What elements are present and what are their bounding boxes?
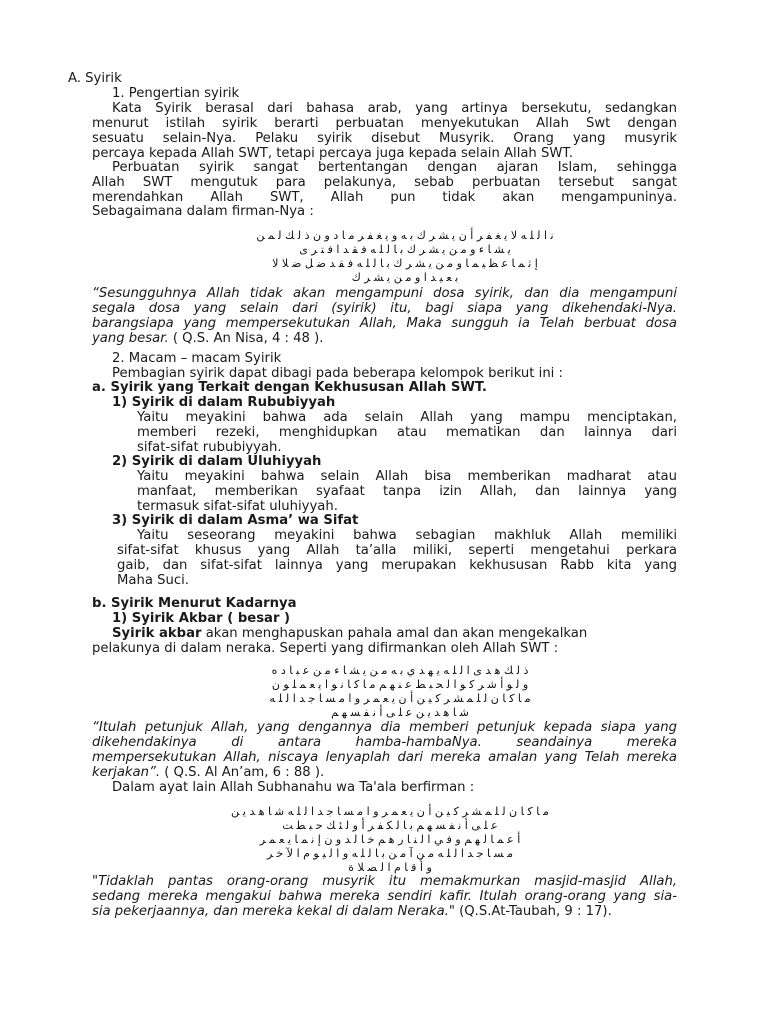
paragraph-line: menurut istilah syirik berarti perbuatan menyekutukan Allah Swt dengan xyxy=(92,116,677,131)
heading-rububiyyah: 1) Syirik di dalam Rububiyyah xyxy=(112,395,336,410)
translation-end: sia pekerjaannya, dan mereka kekal di dalam Neraka." xyxy=(92,904,455,919)
paragraph-line: Allah SWT mengutuk para pelakunya, sebab perbuatan tersebut sangat xyxy=(92,175,677,190)
translation-end: yang besar. xyxy=(92,331,169,346)
paragraph-line: termasuk sifat-sifat uluhiyyah. xyxy=(137,499,338,514)
arabic-verse-line: ﺷ ﺎ ﻫ ﺪ ﻳ ﻦ ﻋ ﻠ ﻰ ﺃ ﻧ ﻔ ﺴ ﻬ ﻢ xyxy=(331,706,469,719)
paragraph-line: memberi rezeki, menghidupkan atau mematikan dan lainnya dari xyxy=(137,425,677,440)
arabic-verse-line: ﻭ ﻟ ﻮ ﺃ ﺷ ﺮ ﻛ ﻮ ﺍ ﻟ ﺤ ﺒ ﻂ ﻋ ﻨ ﻬ ﻢ ﻣ ﺎ ﻛ ﺎ ﻧ ﻮ ﺍ ﻳ ﻌ ﻤ ﻠ ﻮ ﻥ xyxy=(271,678,529,691)
arabic-verse-line: ﻣ ﺴ ﺎ ﺟ ﺪ ﺍ ﻟ ﻠ ﻪ ﻣ ﻦ ﺁ ﻣ ﻦ ﺑ ﺎ ﻟ ﻠ ﻪ ﻭ ﺍ ﻟ ﻴ ﻮ ﻡ ﺍ ﻵ ﺧ ﺮ xyxy=(266,847,514,860)
translation-line: “Sesungguhnya Allah tidak akan mengampuni dosa syirik, dan dia mengampuni xyxy=(92,286,677,301)
translation-line: dikehendakinya di antara hamba-hambaNya. seandainya mereka xyxy=(92,735,677,750)
paragraph-line: sifat-sifat khusus yang Allah ta’alla miliki, seperti mengetahui perkara xyxy=(117,543,677,558)
heading-asma-wa-sifat: 3) Syirik di dalam Asma’ wa Sifat xyxy=(112,513,359,528)
paragraph-text: akan menghapuskan pahala amal dan akan mengekalkan xyxy=(201,626,588,641)
term-syirik-akbar: Syirik akbar xyxy=(112,626,202,641)
verse-reference: ( Q.S. Al An’am, 6 : 88 ). xyxy=(160,765,325,780)
paragraph-line: Sebagaimana dalam firman-Nya : xyxy=(92,204,314,219)
paragraph-line: Yaitu meyakini bahwa selain Allah bisa memberikan madharat atau xyxy=(137,469,677,484)
translation-line: sedang mereka mengakui bahwa mereka sendiri kafir. Itulah orang-orang yang sia- xyxy=(92,889,677,904)
translation-line: "Tidaklah pantas orang-orang musyrik itu memakmurkan masjid-masjid Allah, xyxy=(92,874,677,889)
arabic-verse-line: ﻳ ﺸ ﺎ ﺀ ﻭ ﻣ ﻦ ﻳ ﺸ ﺮ ﻙ ﺑ ﺎ ﻟ ﻠ ﻪ ﻓ ﻘ ﺪ ﺍ ﻓ ﺘ ﺮ ﻯ xyxy=(299,243,511,256)
arabic-verse-line: ﻭ ﺃ ﻗ ﺎ ﻡ ﺍ ﻟ ﺼ ﻼ ﺓ xyxy=(348,861,432,874)
arabic-verse-line: ﺃ ﻋ ﻤ ﺎ ﻟ ﻬ ﻢ ﻭ ﻓ ﻲ ﺍ ﻟ ﻨ ﺎ ﺭ ﻫ ﻢ ﺧ ﺎ ﻟ ﺪ ﻭ ﻥ ﺇ ﻧ ﻤ ﺎ ﻳ ﻌ ﻤ ﺮ xyxy=(259,833,521,846)
paragraph-line: percaya kepada Allah SWT, tetapi percaya juga kepada selain Allah SWT. xyxy=(92,146,574,161)
translation-line: mempersekutukan Allah, niscaya lenyaplah dari mereka amalan yang Telah mereka xyxy=(92,750,677,765)
verse-reference: (Q.S.At-Taubah, 9 : 17). xyxy=(454,904,612,919)
paragraph-line: sifat-sifat rububiyyah. xyxy=(137,440,282,455)
translation-line xyxy=(92,765,324,780)
paragraph-line: Yaitu meyakini bahwa ada selain Allah yang mampu menciptakan, xyxy=(137,410,677,425)
paragraph-line: pelakunya di dalam neraka. Seperti yang difirmankan oleh Allah SWT : xyxy=(92,641,559,656)
heading-pengertian-syirik: 1. Pengertian syirik xyxy=(112,86,240,101)
translation-line: barangsiapa yang mempersekutukan Allah, Maka sungguh ia Telah berbuat dosa xyxy=(92,316,677,331)
translation-line: segala dosa yang selain dari (syirik) itu, bagi siapa yang dikehendaki-Nya. xyxy=(92,301,677,316)
arabic-verse-line: ﻣ ﺎ ﻛ ﺎ ﻥ ﻟ ﻠ ﻤ ﺸ ﺮ ﻛ ﻴ ﻦ ﺃ ﻥ ﻳ ﻌ ﻤ ﺮ ﻭ ﺍ ﻣ ﺴ ﺎ ﺟ ﺪ ﺍ ﻟ ﻠ ﻪ xyxy=(269,692,531,705)
translation-line: “Itulah petunjuk Allah, yang dengannya dia memberi petunjuk kepada siapa yang xyxy=(92,720,677,735)
paragraph-line: manfaat, memberikan syafaat tanpa izin Allah, dan lainnya yang xyxy=(137,484,677,499)
paragraph-line: Yaitu seseorang meyakini bahwa sebagian makhluk Allah memiliki xyxy=(137,528,677,543)
translation-line xyxy=(92,904,612,919)
heading-syirik-akbar: 1) Syirik Akbar ( besar ) xyxy=(112,611,291,626)
translation-end: kerjakan”. xyxy=(92,765,161,780)
translation-line xyxy=(92,331,323,346)
paragraph-line: merendahkan Allah SWT, Allah pun tidak akan mengampuninya. xyxy=(92,190,677,205)
paragraph-line: Kata Syirik berasal dari bahasa arab, yang artinya bersekutu, sedangkan xyxy=(112,101,677,116)
heading-kekhususan-allah: a. Syirik yang Terkait dengan Kekhususan Allah SWT. xyxy=(92,380,487,395)
heading-a-syirik: A. Syirik xyxy=(68,71,122,86)
heading-uluhiyyah: 2) Syirik di dalam Uluhiyyah xyxy=(112,454,322,469)
arabic-verse-line: ﺑ ﻌ ﻴ ﺪ ﺍ ﻭ ﻣ ﻦ ﻳ ﺸ ﺮ ﻙ xyxy=(351,271,459,284)
heading-menurut-kadarnya: b. Syirik Menurut Kadarnya xyxy=(92,596,297,611)
paragraph-line: Dalam ayat lain Allah Subhanahu wa Ta'ala berfirman : xyxy=(112,780,475,795)
verse-reference: ( Q.S. An Nisa, 4 : 48 ). xyxy=(168,331,324,346)
arabic-verse-line: ﺇ ﺛ ﻤ ﺎ ﻋ ﻈ ﻴ ﻤ ﺎ ﻭ ﻣ ﻦ ﻳ ﺸ ﺮ ﻙ ﺑ ﺎ ﻟ ﻠ ﻪ ﻓ ﻘ ﺪ ﺿ ﻞ ﺿ ﻼ ﻻ xyxy=(272,257,538,270)
paragraph-line: Pembagian syirik dapat dibagi pada beberapa kelompok berikut ini : xyxy=(112,366,563,381)
arabic-verse-line: ﺫ ﻟ ﻚ ﻫ ﺪ ﻯ ﺍ ﻟ ﻠ ﻪ ﻳ ﻬ ﺪ ﻱ ﺑ ﻪ ﻣ ﻦ ﻳ ﺸ ﺎ ﺀ ﻣ ﻦ ﻋ ﺒ ﺎ ﺩ ﻩ xyxy=(271,664,529,677)
paragraph-line: Maha Suci. xyxy=(117,573,189,588)
arabic-verse-line: ﻧ ﺍ ﻟ ﻠ ﻪ ﻻ ﻳ ﻐ ﻔ ﺮ ﺃ ﻥ ﻳ ﺸ ﺮ ﻙ ﺑ ﻪ ﻭ ﻳ ﻐ ﻔ ﺮ ﻣ ﺎ ﺩ ﻭ ﻥ ﺫ ﻟ ﻚ ﻟ ﻤ ﻦ xyxy=(256,229,554,242)
paragraph-line xyxy=(112,626,587,641)
arabic-verse-line: ﻣ ﺎ ﻛ ﺎ ﻥ ﻟ ﻠ ﻤ ﺸ ﺮ ﻛ ﻴ ﻦ ﺃ ﻥ ﻳ ﻌ ﻤ ﺮ ﻭ ﺍ ﻣ ﺴ ﺎ ﺟ ﺪ ﺍ ﻟ ﻠ ﻪ ﺷ ﺎ ﻫ ﺪ ﻳ ﻦ xyxy=(231,805,549,818)
heading-macam-syirik: 2. Macam – macam Syirik xyxy=(112,351,282,366)
arabic-verse-line: ﻋ ﻠ ﻰ ﺃ ﻧ ﻔ ﺴ ﻬ ﻢ ﺑ ﺎ ﻟ ﻜ ﻔ ﺮ ﺃ ﻭ ﻟ ﺌ ﻚ ﺣ ﺒ ﻄ ﺖ xyxy=(282,819,498,832)
paragraph-line: gaib, dan sifat-sifat lainnya yang merupakan kekhususan Rabb kita yang xyxy=(117,558,677,573)
paragraph-line: Perbuatan syirik sangat bertentangan dengan ajaran Islam, sehingga xyxy=(112,160,677,175)
paragraph-line: sesuatu selain-Nya. Pelaku syirik disebut Musyrik. Orang yang musyrik xyxy=(92,131,677,146)
